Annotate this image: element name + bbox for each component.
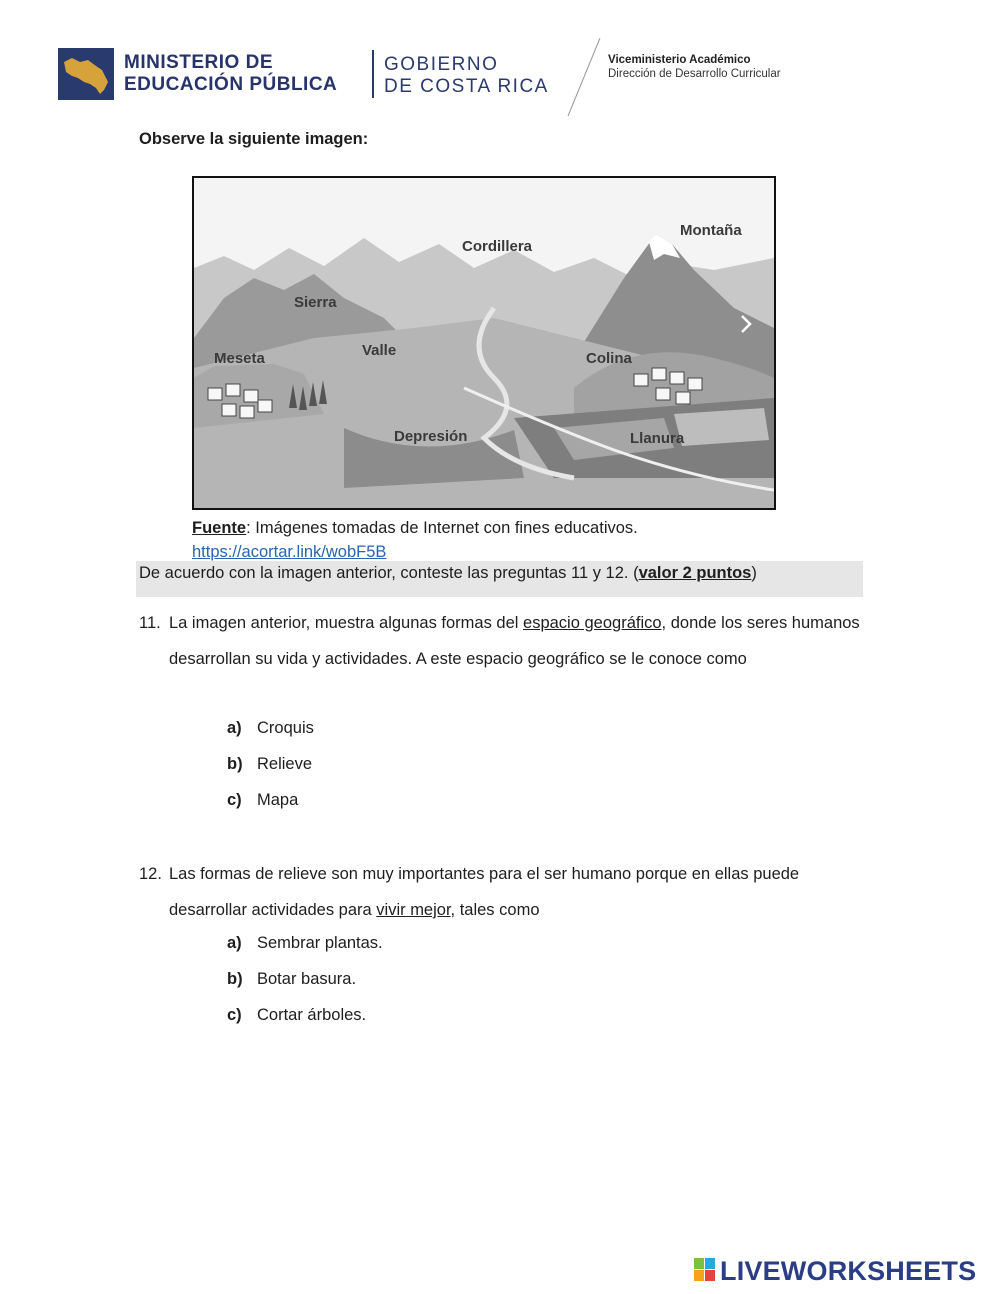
q11-option-c[interactable] — [227, 791, 298, 810]
option-text: Croquis — [257, 719, 314, 737]
vice-title: Viceministerio Académico — [608, 54, 751, 66]
option-text: Cortar árboles. — [257, 1006, 367, 1024]
label-cordillera: Cordillera — [462, 238, 533, 255]
option-letter: b) — [227, 755, 243, 773]
option-text: Sembrar plantas. — [257, 934, 383, 952]
prompt-points: valor 2 puntos — [638, 564, 752, 582]
label-depresion: Depresión — [394, 428, 468, 445]
ministry-line2: EDUCACIÓN PÚBLICA — [124, 74, 338, 95]
instruction: Observe la siguiente imagen: — [139, 130, 369, 148]
liveworksheets-brand: LIVEWORKSHEETS — [720, 1256, 977, 1286]
label-sierra: Sierra — [294, 294, 337, 311]
gov-line1: GOBIERNO — [384, 54, 499, 75]
label-montana: Montaña — [680, 222, 742, 239]
option-letter: b) — [227, 970, 243, 988]
label-meseta: Meseta — [214, 350, 265, 367]
ministry-line1: MINISTERIO DE — [124, 52, 274, 73]
question-text-b: tales como — [455, 901, 540, 919]
question-12 — [139, 856, 869, 928]
q11-option-a[interactable] — [227, 719, 314, 738]
header-divider — [372, 50, 374, 98]
vice-subtitle: Dirección de Desarrollo Curricular — [608, 68, 781, 80]
prompt-main: De acuerdo con la imagen anterior, conteste las preguntas 11 y 12. ( — [139, 564, 639, 582]
source-link[interactable]: https://acortar.link/wobF5B — [192, 543, 387, 561]
gov-line2: DE COSTA RICA — [384, 76, 549, 97]
question-text-a: Las formas de relieve son muy importantes para el ser humano porque en ellas puede desarrollar actividades para — [169, 865, 800, 919]
question-text-a: La imagen anterior, muestra algunas formas del — [169, 614, 524, 632]
label-colina: Colina — [586, 350, 632, 367]
vice-ministry — [608, 53, 781, 81]
option-text: Botar basura. — [257, 970, 357, 988]
source-label: Fuente — [192, 519, 247, 537]
question-text — [169, 856, 869, 928]
q12-option-a[interactable] — [227, 934, 383, 953]
option-letter: c) — [227, 1006, 242, 1024]
liveworksheets-logo-icon — [694, 1258, 716, 1282]
q12-option-b[interactable] — [227, 970, 356, 989]
option-letter: c) — [227, 791, 242, 809]
option-letter: a) — [227, 719, 242, 737]
question-number: 11. — [139, 614, 161, 632]
question-number: 12. — [139, 865, 162, 883]
prompt-close: ) — [751, 564, 757, 582]
option-letter: a) — [227, 934, 242, 952]
option-text: Mapa — [257, 791, 299, 809]
mep-logo — [58, 48, 114, 100]
label-llanura: Llanura — [630, 430, 685, 447]
prompt-text — [139, 564, 757, 583]
source-text: : Imágenes tomadas de Internet con fines educativos. — [246, 519, 638, 537]
question-text-b: , donde los seres humanos desarrollan su vida y actividades. A este espacio geográfico se le conoce como — [169, 614, 860, 668]
question-text — [169, 605, 869, 677]
question-11 — [139, 605, 869, 677]
relief-landscape-figure — [192, 176, 776, 510]
figure-source — [192, 516, 638, 564]
q12-option-c[interactable] — [227, 1006, 366, 1025]
q11-option-b[interactable] — [227, 755, 312, 774]
question-underlined: vivir mejor, — [376, 901, 456, 919]
ministry-name — [124, 52, 337, 96]
government-name — [384, 54, 549, 98]
label-valle: Valle — [362, 342, 397, 359]
question-underlined: espacio geográfico — [523, 614, 662, 632]
costa-rica-map-icon — [58, 48, 114, 100]
option-text: Relieve — [257, 755, 313, 773]
